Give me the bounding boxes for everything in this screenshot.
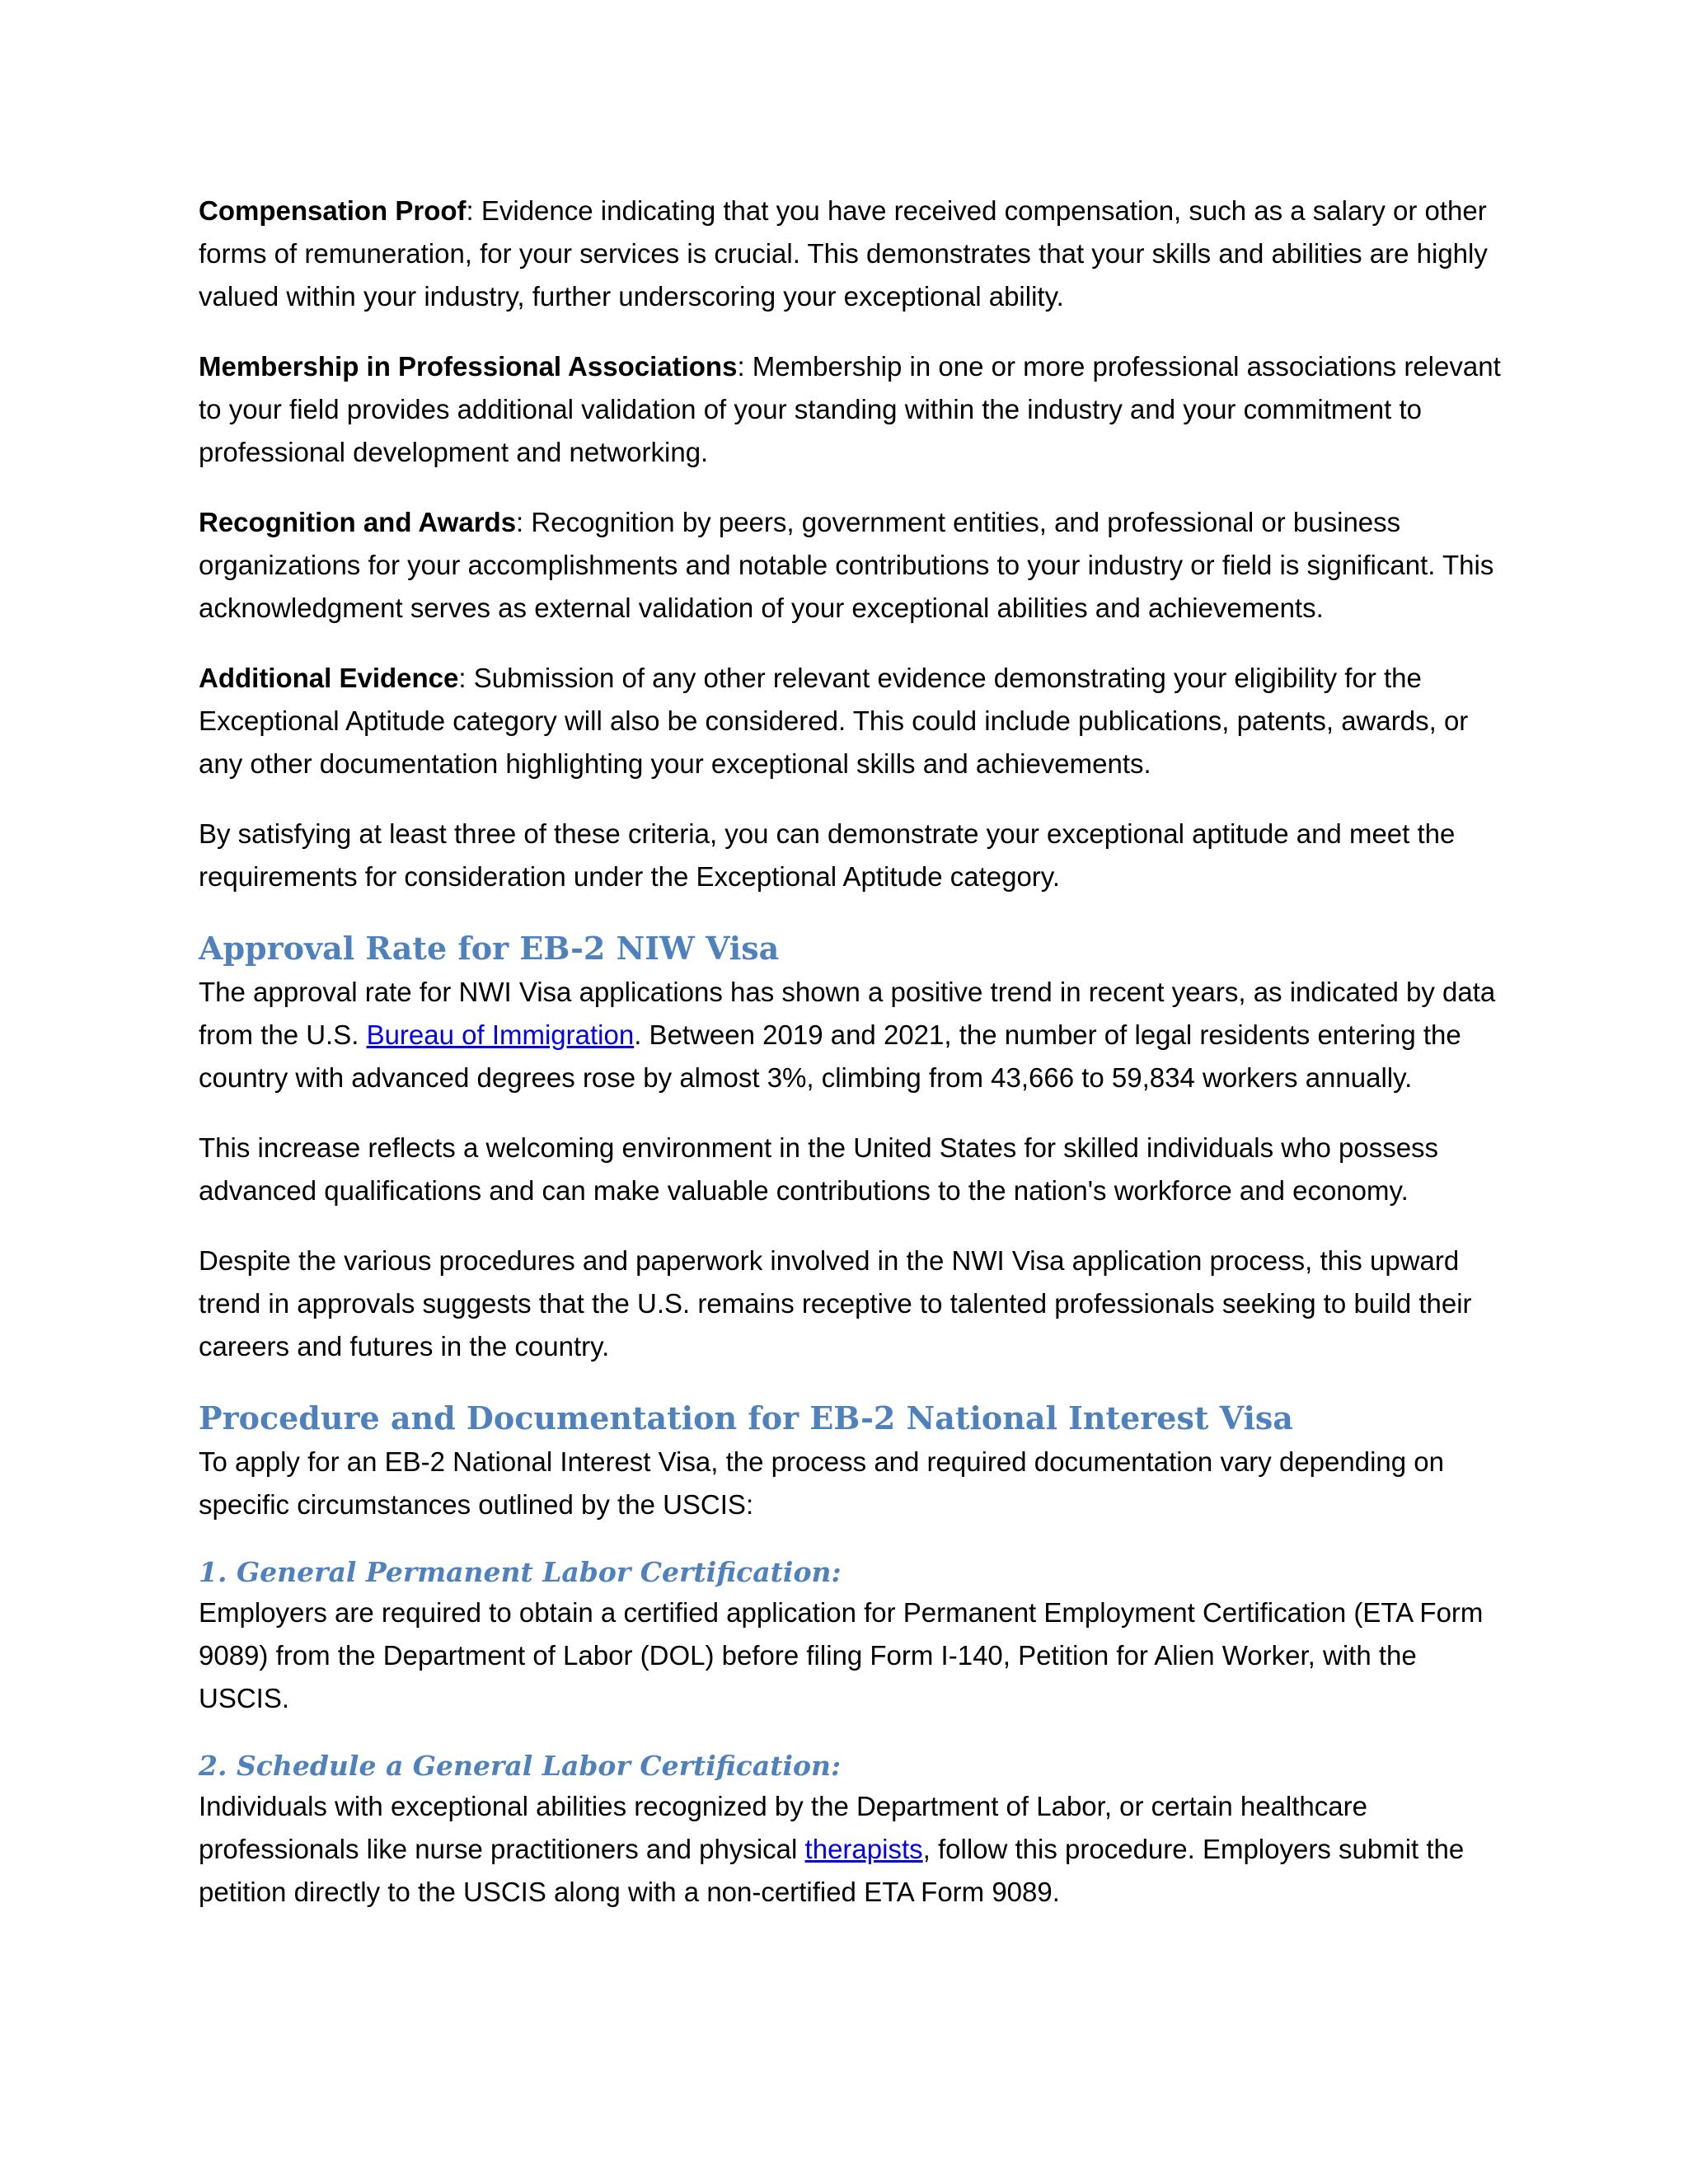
step-1-text: Employers are required to obtain a certified application for Permanent Employment Certification (ETA Form 9089) from the Department of Labor (DOL) before filing Form I-140, Petition for Alien Worker, with the USCIS. — [199, 1597, 1484, 1713]
therapists-link[interactable]: therapists — [804, 1834, 923, 1864]
criterion-term: Membership in Professional Associations — [199, 351, 738, 382]
criterion-text: : Recognition by peers, government entities, and professional or business organizations for your accomplishments and notable contributions to your industry or field is significant. This acknowledgment serves as external validation of your exceptional abilities and achievements. — [199, 507, 1494, 623]
document-page — [199, 190, 1501, 1941]
bureau-of-immigration-link[interactable]: Bureau of Immigration — [366, 1019, 635, 1050]
criterion-membership — [199, 345, 1501, 474]
criteria-summary: By satisfying at least three of these criteria, you can demonstrate your exceptional aptitude and meet the requirements for consideration under the Exceptional Aptitude category. — [199, 818, 1456, 892]
procedure-intro: To apply for an EB-2 National Interest Visa, the process and required documentation vary depending on specific circumstances outlined by the USCIS: — [199, 1446, 1444, 1520]
step-2-heading: 2. Schedule a General Labor Certification: — [199, 1750, 842, 1782]
criterion-term: Compensation Proof — [199, 195, 467, 226]
criterion-additional-evidence — [199, 657, 1501, 785]
approval-paragraph-3: Despite the various procedures and paperwork involved in the NWI Visa application process, this upward trend in approvals suggests that the U.S. remains receptive to talented professionals seeking to build their careers and futures in the country. — [199, 1245, 1472, 1361]
step-1-heading: 1. General Permanent Labor Certification: — [199, 1556, 842, 1588]
criterion-recognition — [199, 501, 1501, 630]
approval-paragraph-2: This increase reflects a welcoming environment in the United States for skilled individuals who possess advanced qualifications and can make valuable contributions to the nation's workforce and economy. — [199, 1132, 1439, 1206]
criterion-text: : Evidence indicating that you have received compensation, such as a salary or other forms of remuneration, for your services is crucial. This demonstrates that your skills and abilities are highly valued within your industry, further underscoring your exceptional ability. — [199, 195, 1488, 312]
criterion-text: : Submission of any other relevant evidence demonstrating your eligibility for the Exceptional Aptitude category will also be considered. This could include publications, patents, awards, or any other documentation highlighting your exceptional skills and achievements. — [199, 663, 1469, 779]
step-2-text: Individuals with exceptional abilities recognized by the Department of Labor, or certain healthcare professionals like nurse practitioners and physical therapists, follow this procedure. Employers submit the petition directly to the USCIS along with a non-certified ETA Form 9089. — [199, 1791, 1465, 1907]
approval-paragraph-1: The approval rate for NWI Visa applications has shown a positive trend in recent years, as indicated by data from the U.S. Bureau of Immigration. Between 2019 and 2021, the number of legal residents entering the country with advanced degrees rose by almost 3%, climbing from 43,666 to 59,834 workers annually. — [199, 977, 1496, 1093]
procedure-heading: Procedure and Documentation for EB-2 National Interest Visa — [199, 1399, 1293, 1436]
criterion-text: : Membership in one or more professional associations relevant to your field provides additional validation of your standing within the industry and your commitment to professional development and networking. — [199, 351, 1501, 467]
criterion-compensation — [199, 190, 1501, 318]
criterion-term: Additional Evidence — [199, 663, 459, 693]
criterion-term: Recognition and Awards — [199, 507, 517, 537]
approval-heading: Approval Rate for EB-2 NIW Visa — [199, 930, 780, 967]
